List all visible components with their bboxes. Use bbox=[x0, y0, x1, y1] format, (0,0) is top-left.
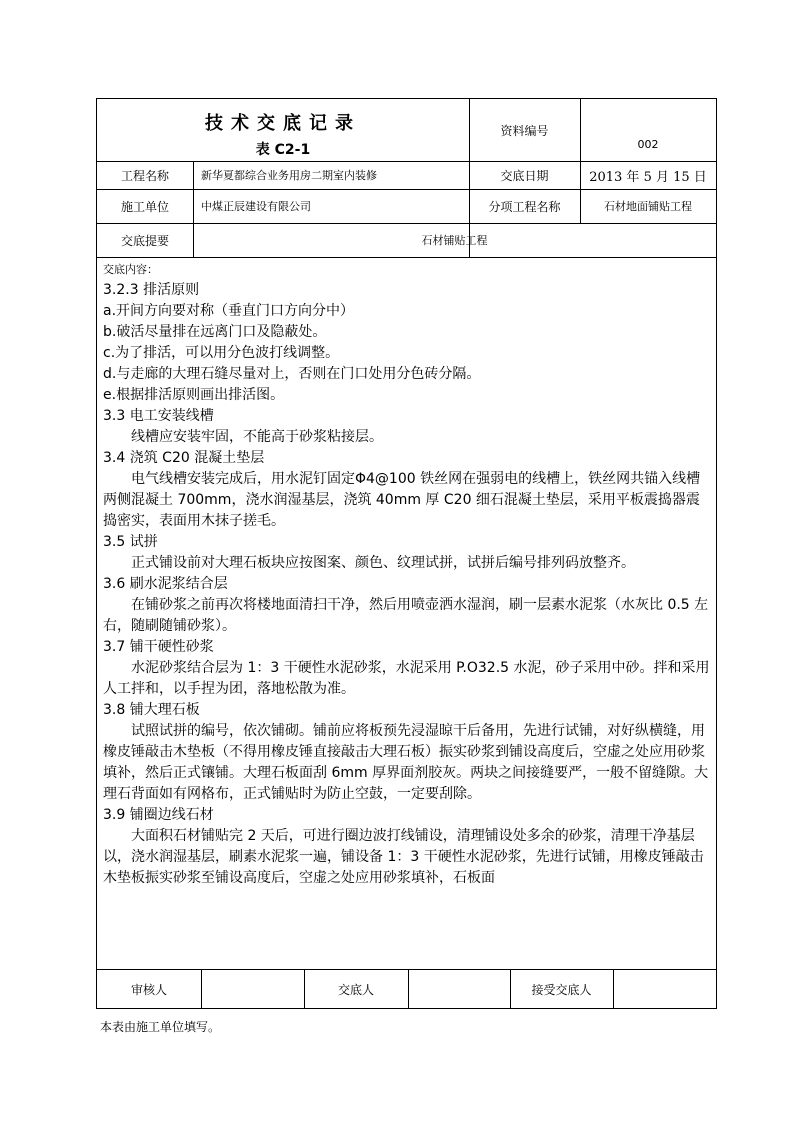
project-name-value: 新华夏都综合业务用房二期室内装修 bbox=[201, 169, 377, 182]
presenter-value bbox=[408, 969, 510, 1009]
content-header: 交底内容： bbox=[103, 263, 158, 276]
content-heading: 3.5 试拼 bbox=[103, 534, 158, 550]
content-paragraph: 线槽应安装牢固，不能高于砂浆粘接层。 bbox=[131, 429, 383, 445]
summary-label: 交底提要 bbox=[120, 233, 169, 248]
content-heading: e.根据排活原则画出排活图。 bbox=[103, 387, 285, 403]
content-heading: c.为了排活，可以用分色波打线调整。 bbox=[103, 345, 340, 361]
content-paragraph: 正式铺设前对大理石板块应按图案、颜色、纹理试拼，试拼后编号排列码放整齐。 bbox=[131, 555, 635, 571]
project-name-label: 工程名称 bbox=[120, 168, 169, 183]
doc-number-value: 002 bbox=[637, 137, 659, 151]
content-heading: d.与走廊的大理石缝尽量对上，否则在门口处用分色砖分隔。 bbox=[103, 366, 481, 382]
disclosure-content bbox=[103, 262, 713, 889]
form-number: 表 C2-1 bbox=[255, 142, 311, 158]
reviewer-label: 审核人 bbox=[130, 982, 167, 997]
row-divider bbox=[97, 257, 716, 258]
receiver-label: 接受交底人 bbox=[531, 982, 592, 997]
content-heading: 3.6 刷水泥浆结合层 bbox=[103, 576, 228, 592]
content-paragraph: 在铺砂浆之前再次将楼地面清扫干净，然后用喷壶洒水湿润，刷一层素水泥浆（水灰比 0.5 左右，随刷随铺砂浆）。 bbox=[103, 597, 709, 634]
content-paragraph: 水泥砂浆结合层为 1：3 干硬性水泥砂浆，水泥采用 P.O32.5 水泥，砂子采用中砂。拌和采用人工拌和，以手捏为团，落地松散为准。 bbox=[103, 660, 710, 697]
content-paragraph: 大面积石材铺贴完 2 天后，可进行圈边波打线铺设，清理铺设处多余的砂浆，清理干净基层以，浇水润湿基层，刷素水泥浆一遍，铺设备 1：3 干硬性水泥砂浆，先进行试铺，用橡皮锤敲击木垫板振实砂浆至铺设高度后，空虚之处应用砂浆填补，石板面 bbox=[103, 828, 704, 886]
summary-value: 石材铺贴工程 bbox=[421, 234, 488, 247]
date-value: 2013 年 5 月 15 日 bbox=[589, 169, 707, 185]
reviewer-value bbox=[201, 969, 304, 1009]
subproject-value: 石材地面铺贴工程 bbox=[604, 200, 692, 213]
form-title: 技术交底记录 bbox=[205, 113, 361, 134]
content-paragraph: 电气线槽安装完成后，用水泥钉固定Φ4@100 铁丝网在强弱电的线槽上，铁丝网共锚入线槽两侧混凝土 700mm，浇水润湿基层，浇筑 40mm 厚 C20 细石混凝土垫层，采用平板震捣器震捣密实，表面用木抹子搓毛。 bbox=[103, 471, 701, 529]
doc-number-label: 资料编号 bbox=[500, 123, 549, 138]
content-heading: a.开间方向要对称（垂直门口方向分中） bbox=[103, 303, 355, 319]
content-heading: 3.4 浇筑 C20 混凝土垫层 bbox=[103, 450, 265, 466]
technical-disclosure-form bbox=[96, 98, 717, 1009]
content-heading: 3.7 铺干硬性砂浆 bbox=[103, 639, 214, 655]
receiver-value bbox=[613, 969, 716, 1009]
contractor-value: 中煤正辰建设有限公司 bbox=[201, 200, 311, 213]
content-paragraph: 试照试拼的编号，依次铺砌。铺前应将板预先浸湿晾干后备用，先进行试铺，对好纵横缝，用橡皮锤敲击木垫板（不得用橡皮锤直接敲击大理石板）振实砂浆到铺设高度后，空虚之处应用砂浆填补，然后正式镶铺。大理石板面刮 6mm 厚界面剂胶灰。两块之间接缝要严，一般不留缝隙。大理石背面如有网格布，正式铺贴时为防止空鼓，一定要刮除。 bbox=[103, 723, 709, 802]
date-label: 交底日期 bbox=[500, 168, 549, 183]
presenter-label: 交底人 bbox=[337, 982, 374, 997]
content-heading: b.破活尽量排在远离门口及隐蔽处。 bbox=[103, 324, 327, 340]
subproject-label: 分项工程名称 bbox=[488, 199, 561, 214]
content-heading: 3.8 铺大理石板 bbox=[103, 702, 200, 718]
contractor-label: 施工单位 bbox=[120, 199, 169, 214]
content-heading: 3.2.3 排活原则 bbox=[103, 282, 200, 298]
content-lines bbox=[103, 280, 713, 889]
footnote: 本表由施工单位填写。 bbox=[100, 1020, 221, 1034]
content-heading: 3.9 铺圈边线石材 bbox=[103, 807, 214, 823]
content-heading: 3.3 电工安装线槽 bbox=[103, 408, 214, 424]
